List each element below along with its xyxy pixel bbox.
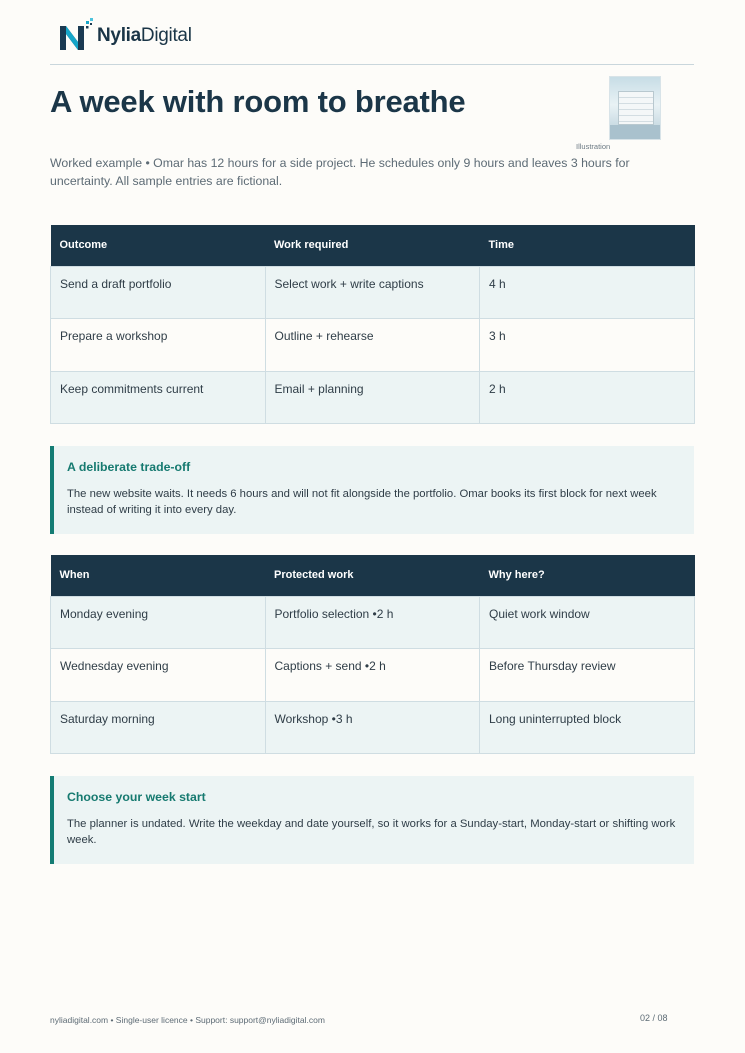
table-cell: Workshop •3 h [265,701,480,754]
table-row [51,319,695,372]
header-divider [50,64,694,65]
table-cell: Keep commitments current [51,371,266,424]
table-cell: 4 h [480,266,695,319]
table-cell: Quiet work window [480,596,695,649]
table-row [51,649,695,702]
brand-name-bold: Nylia [97,25,141,46]
table-cell: Captions + send •2 h [265,649,480,702]
callout-body: The new website waits. It needs 6 hours and will not fit alongside the portfolio. Omar books its first block for next week instead of writing it into every day. [67,488,657,516]
footer-text: nyliadigital.com • Single-user licence • Support: support@nyliadigital.com [50,1015,325,1025]
column-header: Work required [265,225,480,266]
table-cell: 3 h [480,319,695,372]
table-row [51,701,695,754]
callout-heading: Choose your week start [67,790,206,804]
intro-text: Worked example • Omar has 12 hours for a side project. He schedules only 9 hours and leaves 3 hours for uncertainty. All sample entries are fictional. [50,156,630,188]
column-header: Why here? [480,555,695,596]
table-row [51,596,695,649]
table-cell: Select work + write captions [265,266,480,319]
table-cell: Monday evening [51,596,266,649]
outcomes-table [50,225,695,424]
table-cell: Prepare a workshop [51,319,266,372]
table-row [51,266,695,319]
table-cell: Portfolio selection •2 h [265,596,480,649]
table-cell: Saturday morning [51,701,266,754]
table-cell: 2 h [480,371,695,424]
illustration-caption: Illustration [576,142,611,151]
brand-name-light: Digital [140,25,192,46]
column-header: Time [480,225,695,266]
schedule-table [50,555,695,754]
table-cell: Outline + rehearse [265,319,480,372]
callout-body: The planner is undated. Write the weekday and date yourself, so it works for a Sunday-start, Monday-start or shifting work week. [67,818,676,846]
callout-heading: A deliberate trade-off [67,460,191,474]
column-header: When [51,555,266,596]
table-header-row [51,225,695,266]
brand-logo[interactable] [58,18,192,54]
illustration-door [618,91,654,125]
page-number: 02 / 08 [640,1013,668,1023]
brand-wordmark [97,25,192,47]
table-cell: Wednesday evening [51,649,266,702]
table-header-row [51,555,695,596]
nylia-logo-icon [58,18,94,54]
column-header: Protected work [265,555,480,596]
week-start-callout [50,776,694,864]
page-title: A week with room to breathe [50,84,466,119]
column-header: Outcome [51,225,266,266]
table-cell: Long uninterrupted block [480,701,695,754]
table-cell: Send a draft portfolio [51,266,266,319]
illustration-image [609,76,661,140]
table-cell: Email + planning [265,371,480,424]
tradeoff-callout [50,446,694,534]
illustration-ground [610,125,660,139]
table-cell: Before Thursday review [480,649,695,702]
table-row [51,371,695,424]
